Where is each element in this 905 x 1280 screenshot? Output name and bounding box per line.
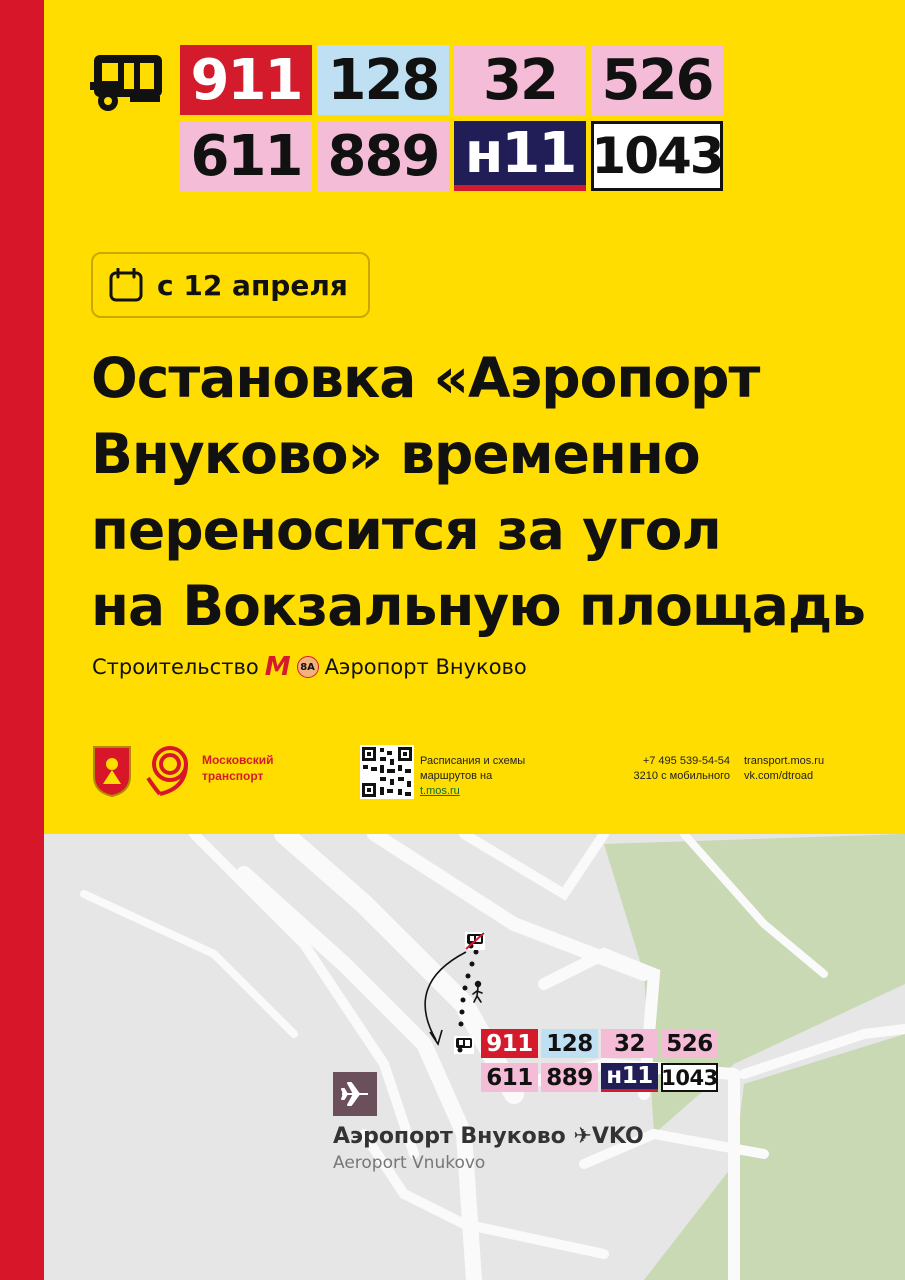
qr-code-icon[interactable] [360, 745, 414, 799]
route-badge-526: 526 [591, 45, 723, 115]
headline-line-3: переносится за угол [91, 498, 721, 562]
construction-note [92, 652, 527, 682]
construction-prefix: Строительство [92, 655, 259, 679]
moscow-coat-of-arms-icon [91, 744, 133, 798]
headline-line-2: Внуково» временно [91, 422, 700, 486]
bus-icon [90, 52, 166, 114]
route-badge-128: 128 [317, 45, 449, 115]
airport-code: VKO [591, 1124, 644, 1149]
airport-icon [333, 1072, 377, 1116]
site-link[interactable]: transport.mos.ru [744, 755, 825, 767]
construction-station: Аэропорт Внуково [324, 655, 527, 679]
schedule-info: Расписания и схемы маршрутов на t.mos.ru [420, 755, 526, 797]
map-route-badge-n11: н11 [601, 1063, 658, 1092]
metro-line-badge: 8А [297, 656, 319, 678]
metro-logo-icon: М [264, 652, 291, 682]
contact-web [744, 754, 824, 784]
headline-line-1: Остановка «Аэропорт [91, 346, 760, 410]
moscow-transport-logo-icon [146, 744, 192, 798]
date-text: с 12 апреля [157, 268, 348, 302]
vk-link[interactable]: vk.com/dtroad [744, 770, 814, 782]
route-badge-1043: 1043 [591, 121, 723, 191]
airport-name-latin: Aeroport Vnukovo [333, 1153, 486, 1173]
airplane-icon [340, 1079, 370, 1109]
contact-phone: +7 495 539-54-54 3210 с мобильного [633, 755, 730, 782]
map-route-badge-889: 889 [541, 1063, 598, 1092]
old-stop-icon [465, 932, 485, 950]
route-badge-611: 611 [180, 121, 312, 191]
map-background [44, 834, 905, 1280]
headline-line-4: на Вокзальную площадь [91, 574, 866, 638]
map-route-badge-611: 611 [481, 1063, 538, 1092]
date-badge [91, 252, 370, 318]
map-route-badge-1043: 1043 [661, 1063, 718, 1092]
airport-name: Аэропорт Внуково ✈VKO [333, 1124, 644, 1149]
map-route-badge-32: 32 [601, 1029, 658, 1058]
schedule-link[interactable]: t.mos.ru [420, 785, 460, 797]
map-route-badge-526: 526 [661, 1029, 718, 1058]
calendar-icon [109, 268, 143, 302]
map-route-badge-911: 911 [481, 1029, 538, 1058]
area-map [44, 834, 905, 1280]
route-badge-n11: н11 [454, 121, 586, 191]
route-badge-889: 889 [317, 121, 449, 191]
map-route-badge-128: 128 [541, 1029, 598, 1058]
route-badge-911: 911 [180, 45, 312, 115]
headline [91, 340, 881, 644]
brand-name: Московский транспорт [202, 753, 274, 783]
airplane-small-icon: ✈ [573, 1124, 592, 1149]
route-list [180, 45, 723, 191]
route-badge-32: 32 [454, 45, 586, 115]
map-route-list [481, 1029, 718, 1092]
new-stop-icon [454, 1036, 474, 1054]
left-red-stripe [0, 0, 44, 1280]
